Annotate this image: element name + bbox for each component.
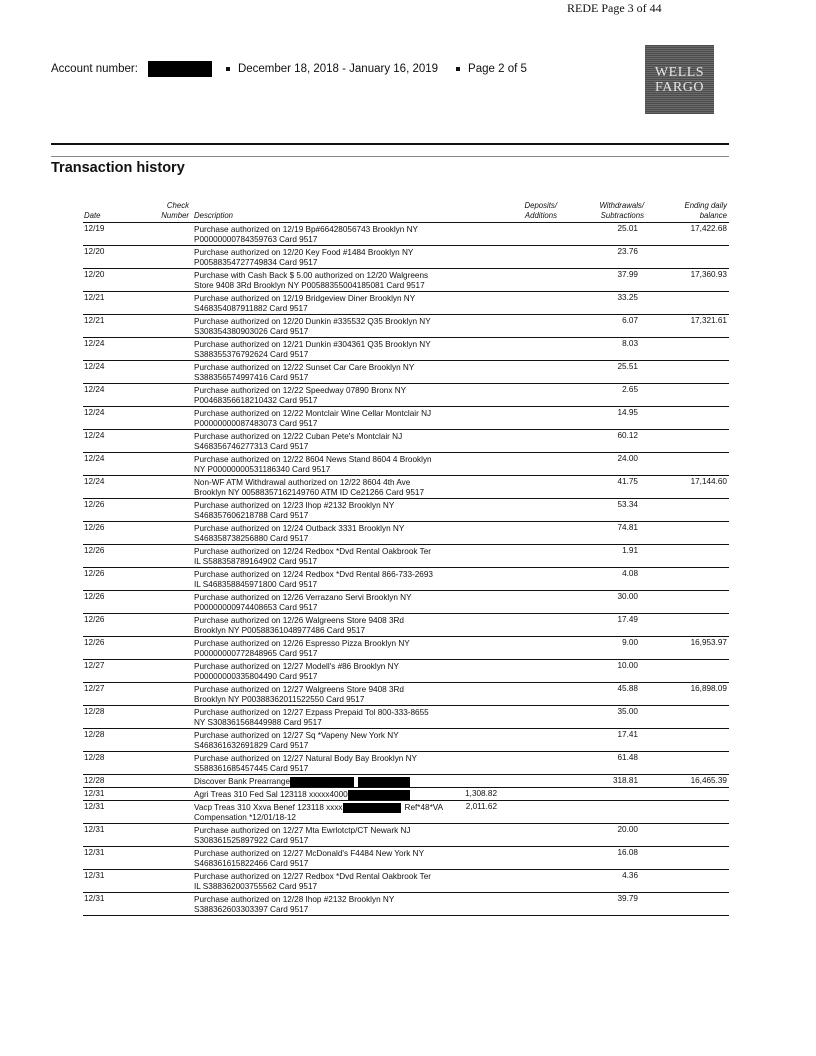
description-line-1	[194, 803, 494, 813]
description-text: Discover Bank Prearrange	[194, 777, 291, 786]
description-line-2: S388355376792624 Card 9517	[194, 350, 309, 359]
ending-balance: 16,465.39	[690, 776, 727, 785]
transaction-date: 12/24	[84, 454, 105, 463]
description-line-1	[194, 616, 494, 626]
table-row	[83, 223, 729, 246]
withdrawal-amount: 33.25	[617, 293, 638, 302]
transaction-date: 12/31	[84, 848, 105, 857]
description-line-2: S468358738256880 Card 9517	[194, 534, 309, 543]
table-row	[83, 683, 729, 706]
transaction-description	[194, 432, 494, 452]
wells-fargo-logo	[645, 45, 714, 114]
description-line-1	[194, 294, 494, 304]
description-text: Purchase authorized on 12/22 8604 News Stand 8604 4 Brooklyn	[194, 455, 432, 464]
col-check-header: Check Number	[161, 201, 189, 220]
table-row	[83, 752, 729, 775]
account-header-line	[51, 61, 527, 77]
table-row	[83, 453, 729, 476]
logo-text-bottom: FARGO	[655, 79, 704, 95]
transaction-date: 12/27	[84, 661, 105, 670]
transaction-description	[194, 317, 494, 337]
transaction-date: 12/24	[84, 408, 105, 417]
bullet-icon	[456, 67, 460, 71]
table-row	[83, 384, 729, 407]
logo-text-top: WELLS	[654, 64, 705, 80]
transaction-description	[194, 895, 494, 915]
description-text: Purchase authorized on 12/21 Dunkin #304361 Q35 Brooklyn NY	[194, 340, 431, 349]
withdrawal-amount: 60.12	[617, 431, 638, 440]
description-text: Purchase authorized on 12/27 McDonald's F4484 New York NY	[194, 849, 425, 858]
table-row	[83, 568, 729, 591]
transaction-description	[194, 777, 494, 787]
withdrawal-amount: 17.41	[617, 730, 638, 739]
description-line-2: Compensation *12/01/18-12	[194, 813, 296, 822]
transaction-description	[194, 662, 494, 682]
description-line-2: NY S308361568449988 Card 9517	[194, 718, 322, 727]
description-line-1	[194, 409, 494, 419]
description-text: Purchase authorized on 12/22 Montclair Wine Cellar Montclair NJ	[194, 409, 432, 418]
table-row	[83, 660, 729, 683]
table-row	[83, 361, 729, 384]
description-line-2: IL S468358845971800 Card 9517	[194, 580, 318, 589]
description-text: Purchase authorized on 12/20 Key Food #1484 Brooklyn NY	[194, 248, 414, 257]
table-row	[83, 292, 729, 315]
description-text: Purchase authorized on 12/24 Redbox *Dvd Rental Oakbrook Ter	[194, 547, 431, 556]
table-header	[83, 199, 729, 223]
table-row	[83, 614, 729, 637]
withdrawal-amount: 61.48	[617, 753, 638, 762]
transaction-description	[194, 616, 494, 636]
transaction-date: 12/19	[84, 224, 105, 233]
transaction-description	[194, 225, 494, 245]
col-date-header: Date	[84, 211, 101, 220]
description-text: Purchase authorized on 12/27 Walgreens Store 9408 3Rd	[194, 685, 404, 694]
withdrawal-amount: 39.79	[617, 894, 638, 903]
description-line-2: S308354380903026 Card 9517	[194, 327, 309, 336]
description-text: Purchase authorized on 12/24 Redbox *Dvd Rental 866-733-2693	[194, 570, 433, 579]
description-text: Purchase authorized on 12/27 Natural Body Bay Brooklyn NY	[194, 754, 418, 763]
description-line-2: S468356746277313 Card 9517	[194, 442, 309, 451]
description-line-1	[194, 547, 494, 557]
withdrawal-amount: 4.36	[622, 871, 638, 880]
description-text: Purchase authorized on 12/24 Outback 3331 Brooklyn NY	[194, 524, 405, 533]
description-line-2: S468361615822466 Card 9517	[194, 859, 309, 868]
transaction-description	[194, 639, 494, 659]
transaction-description	[194, 754, 494, 774]
transaction-description	[194, 685, 494, 705]
transaction-date: 12/24	[84, 339, 105, 348]
withdrawal-amount: 74.81	[617, 523, 638, 532]
withdrawal-amount: 10.00	[617, 661, 638, 670]
account-number-label: Account number:	[51, 63, 138, 75]
withdrawal-amount: 1.91	[622, 546, 638, 555]
transaction-date: 12/28	[84, 753, 105, 762]
description-text: Purchase authorized on 12/23 Ihop #2132 Brooklyn NY	[194, 501, 395, 510]
description-text: Purchase with Cash Back $ 5.00 authorized on 12/20 Walgreens	[194, 271, 429, 280]
withdrawal-amount: 30.00	[617, 592, 638, 601]
transaction-date: 12/26	[84, 592, 105, 601]
withdrawal-amount: 16.08	[617, 848, 638, 857]
description-text: Purchase authorized on 12/26 Walgreens Store 9408 3Rd	[194, 616, 404, 625]
description-line-2: S468361632691829 Card 9517	[194, 741, 309, 750]
transaction-description	[194, 501, 494, 521]
description-line-1	[194, 248, 494, 258]
transaction-date: 12/20	[84, 270, 105, 279]
description-line-1	[194, 639, 494, 649]
transaction-date: 12/28	[84, 776, 105, 785]
ending-balance: 17,360.93	[690, 270, 727, 279]
description-line-1	[194, 708, 494, 718]
description-text: Purchase authorized on 12/19 Bridgeview Diner Brooklyn NY	[194, 294, 416, 303]
redaction-block	[343, 803, 401, 813]
description-line-1	[194, 777, 494, 787]
description-line-1	[194, 662, 494, 672]
ending-balance: 17,321.61	[690, 316, 727, 325]
deposit-amount: 1,308.82	[465, 789, 497, 798]
description-line-2: P00000000335804490 Card 9517	[194, 672, 318, 681]
table-row	[83, 788, 729, 801]
transaction-description	[194, 570, 494, 590]
description-line-1	[194, 754, 494, 764]
table-row	[83, 545, 729, 568]
description-line-1	[194, 593, 494, 603]
table-row	[83, 801, 729, 824]
description-line-1	[194, 524, 494, 534]
withdrawal-amount: 20.00	[617, 825, 638, 834]
description-line-1	[194, 501, 494, 511]
description-text: Agri Treas 310 Fed Sal 123118 xxxxx4000	[194, 790, 348, 799]
transaction-date: 12/31	[84, 789, 105, 798]
redaction-block	[348, 790, 410, 800]
section-title: Transaction history	[51, 160, 185, 176]
description-text: Non-WF ATM Withdrawal authorized on 12/22 8604 4th Ave	[194, 478, 411, 487]
withdrawal-amount: 25.01	[617, 224, 638, 233]
transaction-description	[194, 826, 494, 846]
description-line-1	[194, 340, 494, 350]
transaction-description	[194, 409, 494, 429]
description-line-2: IL S388362003755562 Card 9517	[194, 882, 318, 891]
description-line-2: P00000000784359763 Card 9517	[194, 235, 318, 244]
description-text: Purchase authorized on 12/26 Espresso Pizza Brooklyn NY	[194, 639, 410, 648]
transaction-description	[194, 386, 494, 406]
withdrawal-amount: 45.88	[617, 684, 638, 693]
col-description-header: Description	[194, 211, 233, 220]
transaction-date: 12/31	[84, 825, 105, 834]
withdrawal-amount: 23.76	[617, 247, 638, 256]
ending-balance: 17,144.60	[690, 477, 727, 486]
transaction-table	[83, 199, 729, 916]
col-withdrawals-header: Withdrawals/ Subtractions	[599, 201, 644, 220]
description-line-2: S468354087911882 Card 9517	[194, 304, 308, 313]
description-line-1	[194, 872, 494, 882]
statement-period: December 18, 2018 - January 16, 2019	[237, 63, 439, 75]
withdrawal-amount: 318.81	[612, 776, 638, 785]
table-row	[83, 499, 729, 522]
transaction-date: 12/28	[84, 707, 105, 716]
transaction-description	[194, 731, 494, 751]
transaction-date: 12/24	[84, 477, 105, 486]
table-row	[83, 246, 729, 269]
description-line-2: P00000000087483073 Card 9517	[194, 419, 318, 428]
withdrawal-amount: 17.49	[617, 615, 638, 624]
transaction-description	[194, 872, 494, 892]
transaction-date: 12/31	[84, 802, 105, 811]
transaction-date: 12/26	[84, 523, 105, 532]
description-text: Purchase authorized on 12/22 Sunset Car Care Brooklyn NY	[194, 363, 415, 372]
description-text: Purchase authorized on 12/27 Redbox *Dvd Rental Oakbrook Ter	[194, 872, 431, 881]
description-line-2: S388356574997416 Card 9517	[194, 373, 309, 382]
ending-balance: 17,422.68	[690, 224, 727, 233]
description-line-1	[194, 849, 494, 859]
description-line-2: IL S588358789164902 Card 9517	[194, 557, 318, 566]
page-indicator: Page 2 of 5	[468, 63, 527, 75]
transaction-date: 12/26	[84, 546, 105, 555]
description-reference: Ref*48*VA	[404, 803, 444, 812]
withdrawal-amount: 35.00	[617, 707, 638, 716]
description-text: Purchase authorized on 12/27 Sq *Vapeny New York NY	[194, 731, 399, 740]
table-row	[83, 775, 729, 788]
transaction-date: 12/26	[84, 615, 105, 624]
redaction-block	[358, 777, 410, 787]
transaction-description	[194, 803, 494, 823]
description-line-2: S388362603303397 Card 9517	[194, 905, 309, 914]
description-text: Purchase authorized on 12/27 Ezpass Prepaid Tol 800-333-8655	[194, 708, 429, 717]
table-row	[83, 591, 729, 614]
col-deposits-header: Deposits/ Additions	[524, 201, 557, 220]
col-balance-header: Ending daily balance	[684, 201, 727, 220]
table-row	[83, 870, 729, 893]
table-row	[83, 430, 729, 453]
withdrawal-amount: 25.51	[617, 362, 638, 371]
description-line-1	[194, 386, 494, 396]
description-line-1	[194, 478, 494, 488]
transaction-description	[194, 455, 494, 475]
description-line-2: S468357606218788 Card 9517	[194, 511, 309, 520]
transaction-description	[194, 248, 494, 268]
table-row	[83, 637, 729, 660]
transaction-date: 12/26	[84, 569, 105, 578]
transaction-date: 12/27	[84, 684, 105, 693]
table-row	[83, 269, 729, 292]
description-line-1	[194, 570, 494, 580]
withdrawal-amount: 53.34	[617, 500, 638, 509]
withdrawal-amount: 41.75	[617, 477, 638, 486]
transaction-date: 12/21	[84, 316, 105, 325]
description-line-1	[194, 826, 494, 836]
description-text: Purchase authorized on 12/27 Modell's #86 Brooklyn NY	[194, 662, 400, 671]
transaction-date: 12/28	[84, 730, 105, 739]
table-row	[83, 315, 729, 338]
description-line-2: P00468356618210432 Card 9517	[194, 396, 318, 405]
withdrawal-amount: 4.08	[622, 569, 638, 578]
withdrawal-amount: 9.00	[622, 638, 638, 647]
description-line-2: P00588354727749834 Card 9517	[194, 258, 318, 267]
description-line-2: S308361525897922 Card 9517	[194, 836, 309, 845]
transaction-date: 12/21	[84, 293, 105, 302]
description-text: Purchase authorized on 12/22 Speedway 07890 Bronx NY	[194, 386, 407, 395]
withdrawal-amount: 2.65	[622, 385, 638, 394]
transaction-date: 12/26	[84, 500, 105, 509]
transaction-description	[194, 593, 494, 613]
transaction-description	[194, 271, 494, 291]
transaction-description	[194, 294, 494, 314]
section-divider	[51, 156, 729, 157]
withdrawal-amount: 8.03	[622, 339, 638, 348]
transaction-description	[194, 478, 494, 498]
table-row	[83, 522, 729, 545]
description-line-2: NY P00000000531186340 Card 9517	[194, 465, 331, 474]
bullet-icon	[226, 67, 230, 71]
description-text: Vacp Treas 310 Xxva Benef 123118 xxxx	[194, 803, 343, 812]
transaction-description	[194, 547, 494, 567]
table-row	[83, 893, 729, 916]
description-line-1	[194, 225, 494, 235]
transaction-date: 12/20	[84, 247, 105, 256]
header-divider	[51, 143, 729, 145]
description-line-1	[194, 790, 494, 800]
transaction-description	[194, 524, 494, 544]
transaction-description	[194, 849, 494, 869]
ending-balance: 16,953.97	[690, 638, 727, 647]
transaction-description	[194, 363, 494, 383]
transaction-date: 12/26	[84, 638, 105, 647]
transaction-rows	[83, 223, 729, 916]
description-line-1	[194, 895, 494, 905]
table-row	[83, 824, 729, 847]
description-line-1	[194, 271, 494, 281]
description-line-1	[194, 731, 494, 741]
description-line-2: Store 9408 3Rd Brooklyn NY P00588355004185081 Card 9517	[194, 281, 425, 290]
transaction-date: 12/31	[84, 871, 105, 880]
description-text: Purchase authorized on 12/19 Bp#66428056743 Brooklyn NY	[194, 225, 418, 234]
table-row	[83, 476, 729, 499]
description-line-1	[194, 317, 494, 327]
withdrawal-amount: 14.95	[617, 408, 638, 417]
description-text: Purchase authorized on 12/28 Ihop #2132 Brooklyn NY	[194, 895, 395, 904]
deposit-amount: 2,011.62	[465, 802, 497, 811]
withdrawal-amount: 37.99	[617, 270, 638, 279]
description-text: Purchase authorized on 12/20 Dunkin #335532 Q35 Brooklyn NY	[194, 317, 431, 326]
table-row	[83, 407, 729, 430]
description-line-2: Brooklyn NY P00588361048977486 Card 9517	[194, 626, 366, 635]
table-row	[83, 338, 729, 361]
transaction-description	[194, 708, 494, 728]
description-line-1	[194, 432, 494, 442]
table-row	[83, 847, 729, 870]
transaction-date: 12/24	[84, 385, 105, 394]
description-text: Purchase authorized on 12/27 Mta Ewrlotctp/CT Newark NJ	[194, 826, 411, 835]
description-line-1	[194, 363, 494, 373]
transaction-description	[194, 790, 494, 800]
table-row	[83, 706, 729, 729]
description-line-2: S588361685457445 Card 9517	[194, 764, 309, 773]
redaction-block	[290, 777, 354, 787]
transaction-description	[194, 340, 494, 360]
description-line-2: Brooklyn NY P00388362011522550 Card 9517	[194, 695, 365, 704]
page-stamp: REDE Page 3 of 44	[567, 1, 662, 15]
description-line-2: P00000000974408653 Card 9517	[194, 603, 318, 612]
ending-balance: 16,898.09	[690, 684, 727, 693]
description-line-2: P00000000772848965 Card 9517	[194, 649, 318, 658]
transaction-date: 12/31	[84, 894, 105, 903]
redacted-account-number	[148, 61, 212, 77]
transaction-date: 12/24	[84, 431, 105, 440]
description-text: Purchase authorized on 12/22 Cuban Pete's Montclair NJ	[194, 432, 403, 441]
withdrawal-amount: 6.07	[622, 316, 638, 325]
description-line-2: Brooklyn NY 00588357162149760 ATM ID Ce21266 Card 9517	[194, 488, 425, 497]
withdrawal-amount: 24.00	[617, 454, 638, 463]
description-line-1	[194, 685, 494, 695]
description-text: Purchase authorized on 12/26 Verrazano Servi Brooklyn NY	[194, 593, 412, 602]
transaction-date: 12/24	[84, 362, 105, 371]
table-row	[83, 729, 729, 752]
description-line-1	[194, 455, 494, 465]
